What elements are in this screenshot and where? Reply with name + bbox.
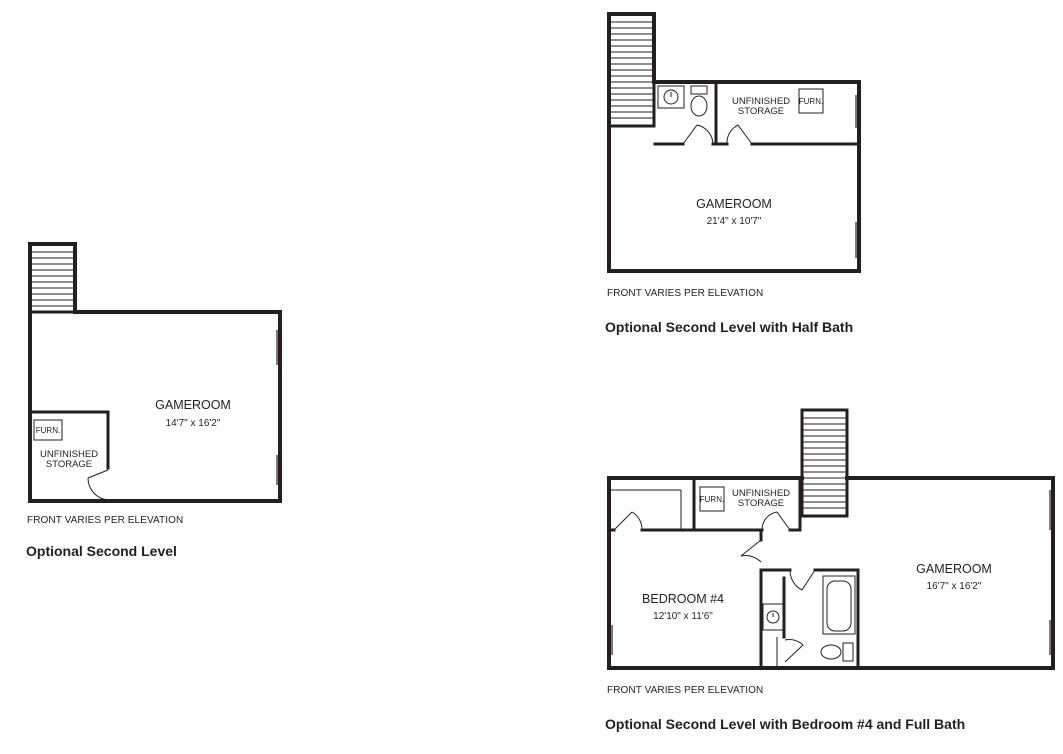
gameroom-dims: 16'7" x 16'2" [926,581,982,592]
bathtub-icon [823,576,855,634]
sink-icon [763,604,783,630]
gameroom-label: GAMEROOM [916,562,992,576]
storage-door [88,470,108,500]
furnace-label: FURN. [798,97,824,106]
storage-label-1: UNFINISHED [731,96,791,107]
toilet-icon [691,86,707,116]
stair-icon [609,14,654,126]
stair-icon [30,244,75,312]
gameroom-dims: 21'4" x 10'7" [706,216,762,227]
storage-label-2: STORAGE [737,498,785,509]
bedroom-door [741,540,761,562]
storage-door [762,512,790,530]
storage-door [727,125,752,144]
gameroom-dims: 14'7" x 16'2" [165,418,221,429]
storage-label-2: STORAGE [737,106,785,117]
bedroom-label: BEDROOM #4 [642,592,724,606]
gameroom-label: GAMEROOM [155,398,231,412]
storage-label-2: STORAGE [45,459,93,470]
furnace-label: FURN. [699,495,725,504]
plan-half-bath [609,14,859,271]
bath-door [683,125,713,144]
caption-plan-3: Optional Second Level with Bedroom #4 and Full Bath [605,716,966,732]
stair-icon [802,410,847,516]
caption-plan-1: Optional Second Level [26,543,177,559]
toilet-icon [821,643,853,661]
bath-door-2 [785,640,803,662]
sink-icon [658,86,684,108]
plan-bedroom-full-bath [609,410,1053,668]
caption-plan-2: Optional Second Level with Half Bath [605,319,854,335]
front-note-plan-2: FRONT VARIES PER ELEVATION [607,288,764,299]
bedroom-dims: 12'10" x 11'6" [653,611,713,622]
storage-label-1: UNFINISHED [731,488,791,499]
front-note-plan-1: FRONT VARIES PER ELEVATION [27,515,184,526]
closet-door [614,512,642,530]
furnace-label: FURN. [35,426,61,435]
storage-label-1: UNFINISHED [39,449,99,460]
gameroom-label: GAMEROOM [696,197,772,211]
bath-door [790,570,815,590]
plan-second-level [30,244,280,501]
front-note-plan-3: FRONT VARIES PER ELEVATION [607,685,764,696]
